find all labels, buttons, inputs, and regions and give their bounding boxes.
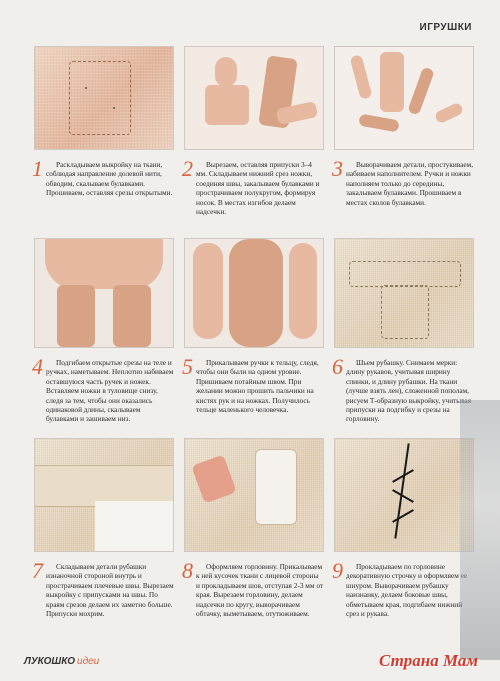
step-number: 4 <box>32 354 43 379</box>
step-text: Складываем детали рубашки изнаночной стороной внутрь и прострачиваем плечевые швы. Вырезаем выкройку с припусками на швы. По краям срезов делаем их заметно больше. Припуски мохрим. <box>46 562 174 619</box>
step-2-caption <box>182 156 324 217</box>
step-1-caption <box>32 156 174 198</box>
step-text: Оформляем горловину. Прикалываем к ней кусочек ткани с лицевой стороны и прокладываем шов, отступая 2-3 мм от края. Вырезаем горловину, делаем надсечки по кругу, выворачиваем обтачку, выметываем, отутюживаем. <box>196 562 324 619</box>
doll-foot-piece <box>434 102 464 125</box>
step-text: Прокладываем по горловине декоративную строчку и оформляем ее шнуром. Выворачиваем рубашку наизнанку, делаем боковые швы, обметываем края, подгибаем нижний срез и рукава. <box>346 562 468 619</box>
doll-left-leg <box>57 285 95 347</box>
step-5 <box>184 238 324 414</box>
doll-torso <box>45 239 163 289</box>
pattern-outline <box>69 61 131 135</box>
side-strip <box>460 400 500 660</box>
step-3-photo <box>334 46 474 150</box>
step-number: 5 <box>182 354 193 379</box>
doll-arm <box>193 243 223 339</box>
step-text: Раскладываем выкройку на ткани, соблюдая направление долевой нити, обводим, скалываем булавками. Прошиваем, оставляя срезы открытыми. <box>46 160 173 198</box>
step-7 <box>34 438 174 618</box>
step-7-photo <box>34 438 174 552</box>
step-5-caption <box>182 354 324 415</box>
step-text: Шьем рубашку. Снимаем мерки: длину рукавов, учитывая ширину спинки, и длину рубашки. На ткани (лучше взять лен), сложенной пополам, рисуем Т-образную выкройку, учитывая припуски на подгибку и срезы на горловину. <box>346 358 472 424</box>
pin-mark <box>113 107 115 109</box>
doll-body <box>229 239 283 347</box>
step-5-photo <box>184 238 324 348</box>
step-8-caption <box>182 558 324 619</box>
step-number: 1 <box>32 156 43 181</box>
step-4 <box>34 238 174 424</box>
doll-leg-piece <box>407 66 435 115</box>
section-label: ИГРУШКИ <box>419 22 472 33</box>
step-6-photo <box>334 238 474 348</box>
doll-arm <box>289 243 317 339</box>
footer-brand <box>24 656 99 667</box>
shirt-pattern-body <box>381 285 429 339</box>
step-9-photo <box>334 438 474 552</box>
neckline-opening <box>255 449 297 525</box>
step-6 <box>334 238 474 424</box>
step-1 <box>34 46 174 198</box>
step-9-caption <box>332 558 474 619</box>
step-text: Подгибаем открытые срезы на теле и ручках, наметываем. Неплотно набиваем оставшуюся часть ручек и ножек. Вставляем ножки в туловище снизу, следя за тем, чтобы они оказались одинаковой длины, скалываем булавками и зашиваем низ. <box>46 358 174 424</box>
step-8 <box>184 438 324 618</box>
step-2 <box>184 46 324 216</box>
step-3-caption <box>332 156 474 207</box>
brand-suffix: идеи <box>77 656 100 667</box>
step-2-photo <box>184 46 324 150</box>
step-3 <box>334 46 474 207</box>
step-text: Прикалываем ручки к тельцу, следя, чтобы они были на одном уровне. Пришиваем потайным швом. При желании можно прошить пальчики на кистях рук и на ножках. Получилось тельце маленького человечка. <box>196 358 319 415</box>
watermark: Страна Мам <box>378 651 478 670</box>
cord-stitch <box>392 509 414 523</box>
shirt-pattern-sleeves <box>349 261 461 287</box>
doll-right-leg <box>113 285 151 347</box>
doll-leg-piece <box>358 114 399 133</box>
doll-arm-piece <box>350 54 373 100</box>
doll-body-piece <box>205 85 249 125</box>
finger-hand <box>191 454 237 503</box>
step-number: 2 <box>182 156 193 181</box>
step-number: 6 <box>332 354 343 379</box>
step-number: 9 <box>332 558 343 583</box>
step-6-caption <box>332 354 474 424</box>
step-9 <box>334 438 474 618</box>
cord-stitch <box>392 489 414 503</box>
step-text: Выворачиваем детали, простукиваем, набиваем наполнителем. Ручки и ножки наполняем только до середины, закалываем булавками. Прошиваем в местах сколов булавками. <box>346 160 474 207</box>
brand-name: ЛУКОШКО <box>24 656 76 667</box>
step-1-photo <box>34 46 174 150</box>
pin-mark <box>85 87 87 89</box>
step-4-caption <box>32 354 174 424</box>
step-number: 8 <box>182 558 193 583</box>
step-number: 3 <box>332 156 343 181</box>
step-text: Вырезаем, оставляя припуски 3–4 мм. Складываем нижний срез ножки, соединяя швы, закалываем булавками и прострачиваем полукругом, формируя носок. В местах изгибов делаем надсечки. <box>196 160 320 217</box>
step-4-photo <box>34 238 174 348</box>
step-7-caption <box>32 558 174 619</box>
doll-body-piece <box>380 52 404 112</box>
white-cloth <box>95 501 173 551</box>
doll-head-piece <box>215 57 237 87</box>
step-8-photo <box>184 438 324 552</box>
step-number: 7 <box>32 558 43 583</box>
